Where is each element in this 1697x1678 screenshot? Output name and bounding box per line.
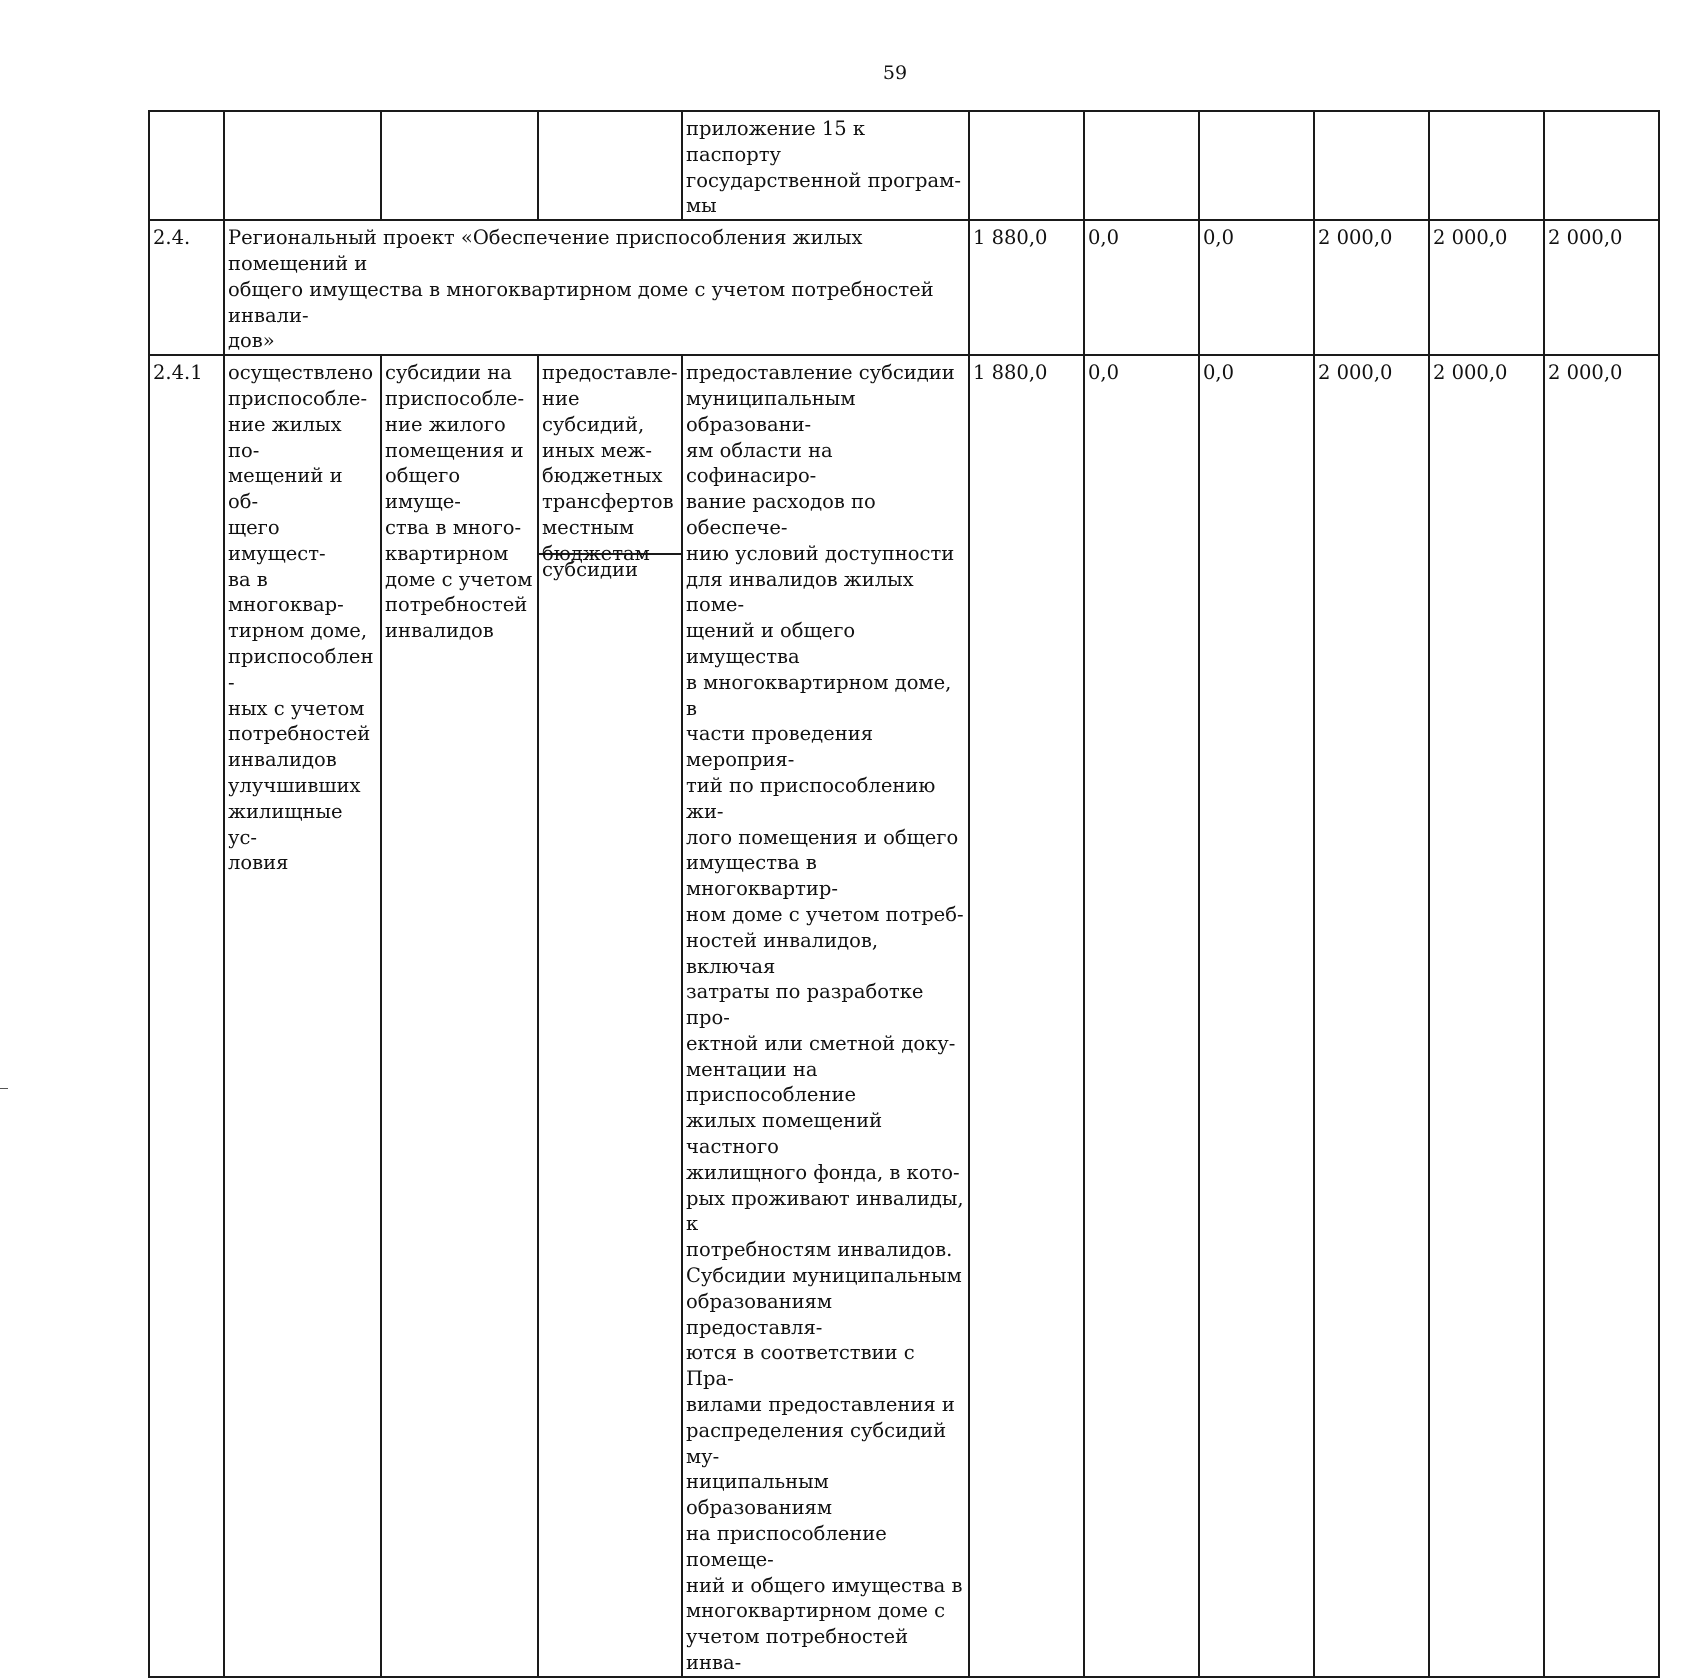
value-cell: 2 000,0 <box>1544 220 1659 355</box>
row-code: 2.4.1 <box>149 355 224 1677</box>
table-cell-description <box>682 111 969 220</box>
mechanism-bottom <box>539 555 681 583</box>
value-cell: 2 000,0 <box>1429 355 1544 1677</box>
description-text: предоставление субсидии муниципальным образовани- ям области на софинасиро- вание расходов по обеспече- нию условий доступности для инвалидов жилых поме- щений и общего имущества в многоквартирном доме, в части проведения мероприя- тий по приспособлению жи- лого помещения и общего имущества в многоквартир- ном доме с учетом потреб- ностей инвалидов, включая затраты по разработке про- ектной или сметной доку- ментации на приспособление жилых помещений частного жилищного фонда, в кото- рых проживают инвалиды, к потребностям инвалидов. Субсидии муниципальным образованиям предоставля- ются в соответствии с Пра- вилами предоставления и распределения субсидий му- ниципальным образованиям на приспособление помеще- ний и общего имущества в многоквартирном доме с учетом потребностей инва- <box>686 361 964 1675</box>
value-cell: 0,0 <box>1199 220 1314 355</box>
row-code: 2.4. <box>149 220 224 355</box>
mechanism-top-text: предоставле- ние субсидий, иных меж- бюджетных трансфертов местным бюджетам <box>542 361 678 565</box>
program-table <box>148 110 1660 1678</box>
type-text: субсидии на приспособле- ние жилого помещения и общего имуще- ства в много- квартирном доме с учетом потребностей инвалидов <box>385 361 533 643</box>
description-text: приложение 15 к паспорту государственной програм- мы <box>686 117 961 218</box>
value-cell: 0,0 <box>1084 355 1199 1677</box>
table-cell <box>1544 111 1659 220</box>
table-cell <box>1314 111 1429 220</box>
table-cell <box>1429 111 1544 220</box>
table-cell <box>381 111 538 220</box>
project-title-cell <box>224 220 969 355</box>
value-cell: 2 000,0 <box>1544 355 1659 1677</box>
table-cell <box>149 111 224 220</box>
table-row-project <box>149 220 1659 355</box>
result-cell <box>224 355 381 1677</box>
value-cell: 0,0 <box>1084 220 1199 355</box>
type-cell <box>381 355 538 1677</box>
scan-edge-mark <box>0 1088 8 1089</box>
value-cell: 2 000,0 <box>1429 220 1544 355</box>
table-row-continuation <box>149 111 1659 220</box>
mechanism-cell <box>538 355 682 1677</box>
value-cell: 0,0 <box>1199 355 1314 1677</box>
value-cell: 1 880,0 <box>969 355 1084 1677</box>
value-cell: 2 000,0 <box>1314 355 1429 1677</box>
project-title: Региональный проект «Обеспечение приспособления жилых помещений и общего имущества в многоквартирном доме с учетом потребностей инвали- дов» <box>228 226 934 353</box>
table-row-item <box>149 355 1659 1677</box>
description-cell <box>682 355 969 1677</box>
result-text: осуществлено приспособле- ние жилых по- мещений и об- щего имущест- ва в многоквар- тирном доме, приспособлен- ных с учетом потребностей инвалидов улучшивших жилищные ус- ловия <box>228 361 374 875</box>
value-cell: 2 000,0 <box>1314 220 1429 355</box>
table-cell <box>538 111 682 220</box>
mechanism-bottom-text: субсидии <box>542 558 639 582</box>
value-cell: 1 880,0 <box>969 220 1084 355</box>
table-cell <box>969 111 1084 220</box>
table-cell <box>224 111 381 220</box>
table-cell <box>1084 111 1199 220</box>
page-number: 59 <box>882 62 908 84</box>
table-cell <box>1199 111 1314 220</box>
mechanism-top <box>539 356 681 565</box>
